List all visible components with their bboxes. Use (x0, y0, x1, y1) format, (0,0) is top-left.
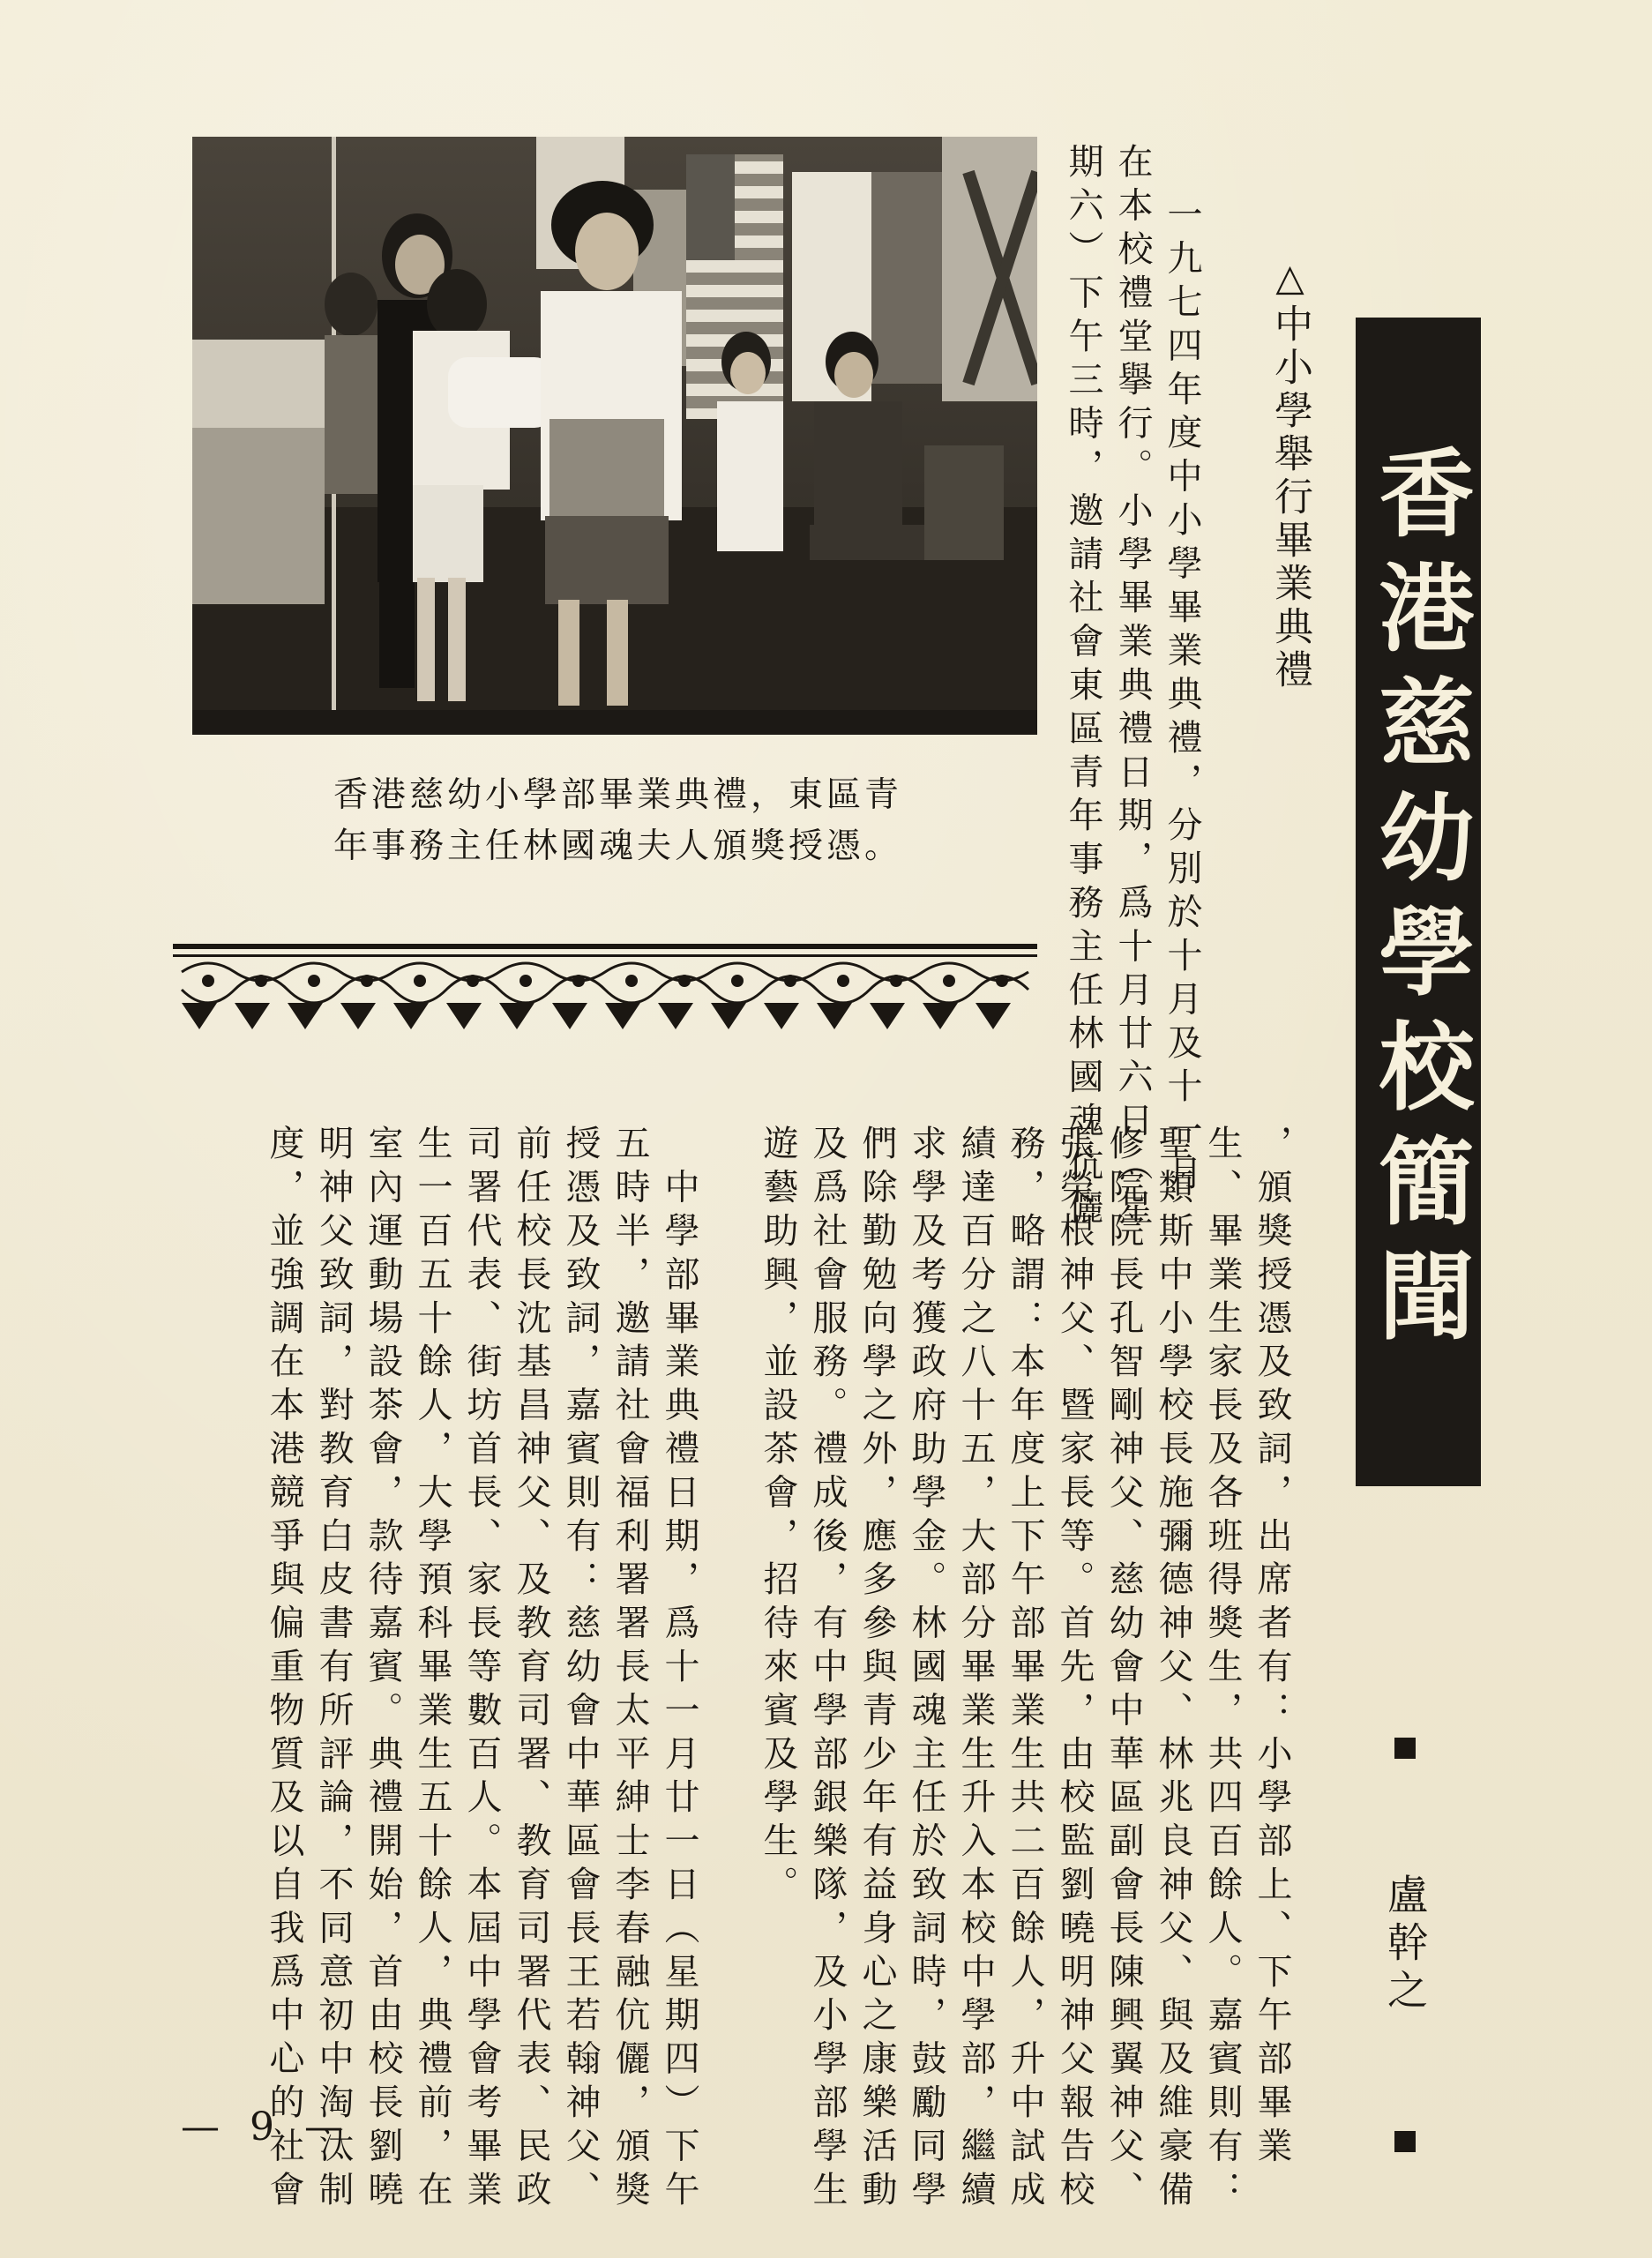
section-heading-text: 中小學舉行畢業典禮 (1267, 303, 1312, 692)
square-bullet-icon (1394, 1738, 1416, 1759)
bottom-column-18: 生一百五十餘人，大學預科畢業生五十餘人，典禮前，在 (412, 1125, 452, 2214)
bottom-column-1: ，頒獎授憑及致詞，出席者有：小學部上、下午部畢業 (1252, 1125, 1292, 2171)
bottom-column-15: 授憑及致詞，嘉賓則有：慈幼會中華區會長王若翰神父、 (560, 1125, 601, 2214)
bottom-column-21: 度，並強調在本港競爭與偏重物質及以自我爲中心的社會 (264, 1125, 304, 2214)
photo-image (192, 137, 1037, 735)
decorative-ornament-border (173, 937, 1037, 1034)
bottom-column-5: 張榮根神父、暨家長等。首先，由校監劉曉明神父報告校 (1054, 1125, 1095, 2214)
article-title-band (1356, 318, 1481, 1486)
photo-caption-line-2: 年事務主任林國魂夫人頒獎授憑。 (333, 826, 903, 866)
author-byline (1379, 1738, 1431, 2152)
bottom-column-17: 司署代表、街坊首長、家長等數百人。本屆中學會考畢業 (461, 1125, 502, 2214)
bottom-column-14: 五時半，邀請社會福利署署長太平紳士李春融伉儷，頒獎 (609, 1125, 650, 2214)
section-heading (1267, 256, 1312, 692)
bottom-column-20: 明神父致詞，對教育白皮書有所評論，不同意初中淘汰制 (313, 1125, 354, 2214)
bottom-column-7: 績達百分之八十五，大部分畢業生升入本校中學部，繼續 (955, 1125, 996, 2214)
top-column-2: 在本校禮堂擧行。小學畢業典禮日期，爲十月廿六日（星 (1112, 143, 1153, 1232)
ornament-icon (173, 937, 1037, 1034)
bottom-column-19: 室內運動場設茶會，款待嘉賓。典禮開始，首由校長劉曉 (363, 1125, 403, 2214)
square-bullet-icon (1394, 2131, 1416, 2152)
bottom-column-13: 中學部畢業典禮日期，爲十一月廿一日（星期四）下午 (659, 1125, 699, 2214)
page-number: — 9 — (181, 2105, 352, 2150)
photo-caption-line-1: 香港慈幼小學部畢業典禮，東區青 (333, 775, 903, 815)
bottom-column-9: 們除勤勉向學之外，應多參與青少年有益身心之康樂活動 (856, 1125, 897, 2214)
graduation-ceremony-photo (192, 137, 1037, 735)
article-title: 香港慈幼學校簡聞 (1363, 443, 1474, 1361)
triangle-icon: △ (1268, 256, 1312, 303)
bottom-column-10: 及爲社會服務。禮成後，有中學部銀樂隊，及小學部學生 (807, 1125, 848, 2214)
bottom-column-6: 務，略謂：本年度上下午部畢業生共二百餘人，升中試成 (1005, 1125, 1045, 2214)
top-column-1: 一九七四年度中小學畢業典禮，分別於十月及十一月 (1162, 196, 1202, 1199)
bottom-column-11: 遊藝助興，並設茶會，招待來賓及學生。 (758, 1125, 798, 1910)
bottom-column-8: 求學及考獲政府助學金。林國魂主任於致詞時，鼓勵同學 (906, 1125, 946, 2214)
top-column-3: 期六）下午三時，邀請社會東區青年事務主任林國魂伉儷 (1063, 143, 1103, 1232)
bottom-column-4: 修院院長孔智剛神父、慈幼會中華區副會長陳興翼神父、 (1103, 1125, 1144, 2214)
bottom-column-3: 聖類斯中小學校長施彌德神父、林兆良神父、與及維豪備 (1153, 1125, 1193, 2214)
bottom-column-2: 生、畢業生家長及各班得獎生，共四百餘人。嘉賓則有： (1202, 1125, 1243, 2214)
bottom-column-16: 前任校長沈基昌神父、及教育司署、教育司署代表、民政 (511, 1125, 551, 2214)
author-name: 盧幹之 (1381, 1873, 1429, 2016)
